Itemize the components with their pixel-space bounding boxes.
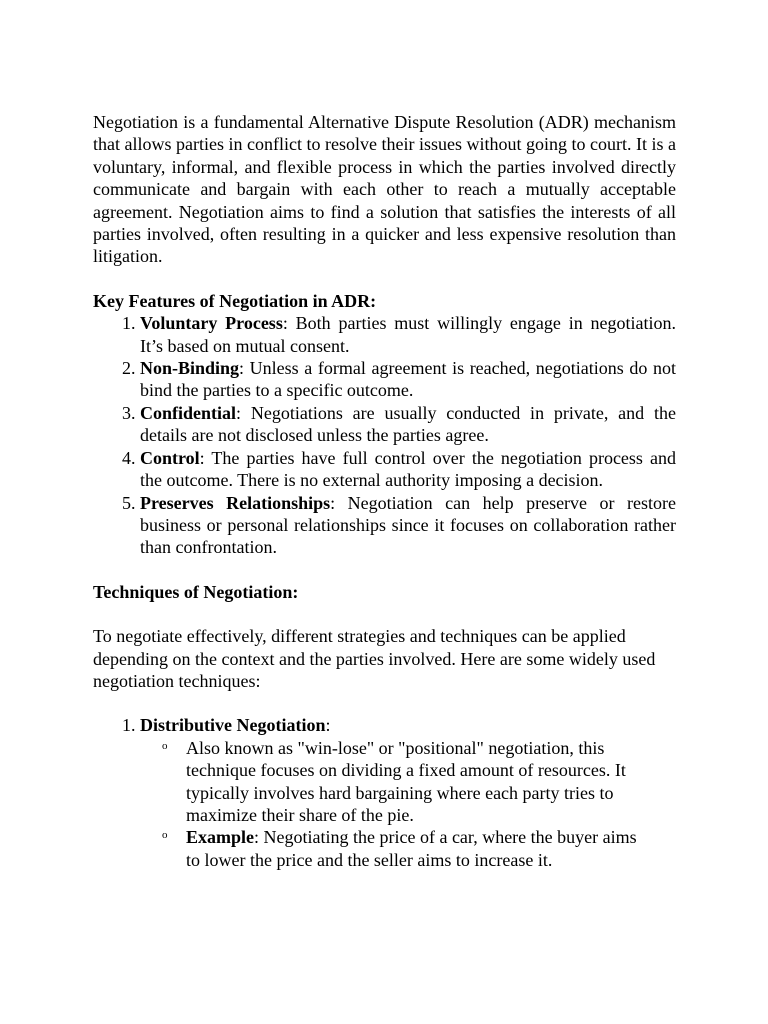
- intro-paragraph: Negotiation is a fundamental Alternative Dispute Resolution (ADR) mechanism that allows parties in conflict to resolve their issues without going to court. It is a voluntary, informal, and flexible process in which the parties involved directly communicate and bargain with each other to reach a mutually acceptable agreement. Negotiation aims to find a solution that satisfies the interests of all parties involved, often resulting in a quicker and less expensive resolution than litigation.: [93, 112, 676, 267]
- sub-item-text: : Negotiating the price of a car, where the buyer aims to lower the price and the seller aims to increase it.: [186, 827, 637, 870]
- techniques-list: [93, 714, 676, 871]
- feature-term: Control: [140, 447, 200, 468]
- technique-term: Distributive Negotiation: [140, 715, 326, 736]
- feature-text: : The parties have full control over the negotiation process and the outcome. There is no external authority imposing a decision.: [140, 447, 676, 491]
- sub-list-item: [162, 737, 676, 827]
- features-heading: Key Features of Negotiation in ADR:: [93, 290, 377, 311]
- feature-term: Confidential: [140, 402, 237, 423]
- sub-item-text: Also known as "win-lose" or "positional" negotiation, this technique focuses on dividing a fixed amount of resources. It typically involves hard bargaining where each party tries to maximize their share of the pie.: [186, 737, 626, 825]
- document-page: [93, 111, 676, 871]
- list-item: [140, 447, 676, 492]
- techniques-heading: Techniques of Negotiation:: [93, 581, 299, 602]
- feature-text: : Both parties must willingly engage in negotiation. It’s based on mutual consent.: [140, 313, 677, 356]
- list-item: [140, 714, 676, 871]
- feature-term: Voluntary Process: [140, 313, 283, 334]
- feature-text: : Unless a formal agreement is reached, negotiations do not bind the parties to a specific outcome.: [140, 358, 676, 401]
- technique-suffix: :: [325, 715, 331, 736]
- sub-item-term: Example: [186, 827, 255, 848]
- circle-bullet-icon: o: [162, 829, 168, 842]
- feature-term: Non-Binding: [140, 358, 240, 379]
- features-list: [93, 312, 676, 558]
- list-item: [140, 402, 676, 447]
- feature-text: : Negotiations are usually conducted in private, and the details are not disclosed unless the parties agree.: [140, 402, 676, 446]
- circle-bullet-icon: o: [162, 739, 168, 752]
- feature-term: Preserves Relationships: [140, 492, 331, 513]
- list-item: [140, 357, 676, 402]
- techniques-intro: To negotiate effectively, different strategies and techniques can be applied depending on the context and the parties involved. Here are some widely used negotiation techniques:: [93, 626, 656, 691]
- list-item: [140, 312, 676, 357]
- technique-sub-list: [140, 737, 676, 871]
- list-item: [140, 492, 676, 559]
- sub-list-item: [162, 826, 676, 871]
- feature-text: : Negotiation can help preserve or restore business or personal relationships since it focuses on collaboration rather than confrontation.: [140, 492, 676, 558]
